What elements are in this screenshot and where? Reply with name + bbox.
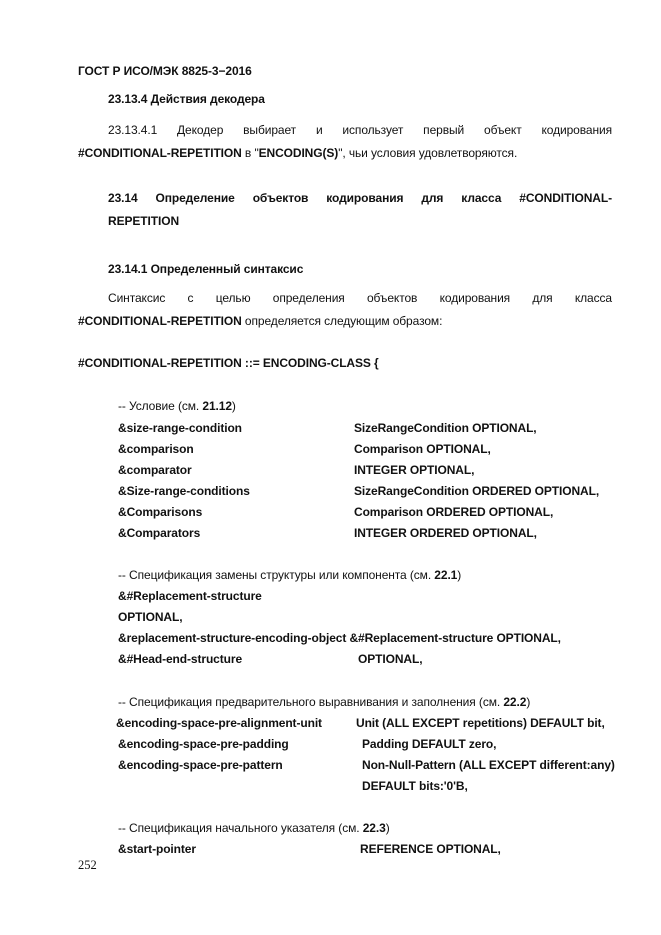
- clause-ref: 21.12: [202, 399, 232, 413]
- comment-ref-prefix: см.: [482, 695, 504, 709]
- text-segment: определяется следующим образом:: [241, 314, 443, 328]
- comment-close: ): [385, 821, 390, 835]
- word: класса: [574, 291, 612, 305]
- word: 23.13.4.1: [108, 123, 158, 137]
- field-name: &comparator: [118, 463, 192, 477]
- word: первый: [423, 123, 465, 137]
- field-line: &replacement-structure-encoding-object &#Replacement-structure OPTIONAL,: [118, 631, 561, 645]
- comment-text: -- Условие (: [118, 399, 182, 413]
- comment-text: -- Спецификация замены структуры или компонента (: [118, 568, 414, 582]
- document-header: ГОСТ Р ИСО/МЭК 8825-3−2016: [78, 64, 252, 78]
- field-type: Non-Null-Pattern (ALL EXCEPT different:any): [362, 758, 615, 772]
- field-type: OPTIONAL,: [358, 652, 423, 666]
- text-segment: в ": [241, 146, 259, 160]
- comment-close: ): [231, 399, 236, 413]
- comment-close: ): [526, 695, 531, 709]
- code-class-header: #CONDITIONAL-REPETITION ::= ENCODING-CLASS {: [78, 356, 379, 370]
- paragraph-23-14-1-line1: [108, 291, 612, 305]
- comment-close: ): [457, 568, 462, 582]
- field-name: &#Replacement-structure: [118, 589, 262, 603]
- comment-ref-prefix: см.: [413, 568, 435, 582]
- word: объект: [484, 123, 522, 137]
- field-type-continuation: DEFAULT bits:'0'B,: [362, 779, 468, 793]
- section-23-14-1-title: 23.14.1 Определенный синтаксис: [108, 262, 304, 276]
- field-type: INTEGER OPTIONAL,: [354, 463, 475, 477]
- field-type: Comparison ORDERED OPTIONAL,: [354, 505, 554, 519]
- field-name: &comparison: [118, 442, 194, 456]
- word: определения: [272, 291, 345, 305]
- word: Определение: [155, 191, 235, 205]
- comment-ref-prefix: см.: [181, 399, 203, 413]
- comment-condition: [118, 399, 236, 413]
- field-name: &#Head-end-structure: [118, 652, 243, 666]
- word: #CONDITIONAL-: [519, 191, 612, 205]
- field-type: INTEGER ORDERED OPTIONAL,: [354, 526, 537, 540]
- field-type: OPTIONAL,: [118, 610, 183, 624]
- word: объектов: [252, 191, 309, 205]
- comment-text: -- Спецификация предварительного выравнивания и заполнения (: [118, 695, 483, 709]
- comment-text: -- Спецификация начального указателя (: [118, 821, 343, 835]
- field-name: &encoding-space-pre-padding: [118, 737, 289, 751]
- section-23-14-title-line2: REPETITION: [108, 214, 180, 228]
- field-type: REFERENCE OPTIONAL,: [360, 842, 501, 856]
- word: целью: [215, 291, 251, 305]
- comment-pre-alignment: [118, 695, 530, 709]
- word: кодирования: [439, 291, 511, 305]
- comment-replacement: [118, 568, 461, 582]
- field-type: SizeRangeCondition OPTIONAL,: [354, 421, 537, 435]
- word: Декодер: [177, 123, 224, 137]
- word: для: [532, 291, 553, 305]
- clause-ref: 22.2: [503, 695, 527, 709]
- word: и: [315, 123, 323, 137]
- word: кодирования: [541, 123, 612, 137]
- section-23-14-title-line1: [108, 191, 612, 205]
- clause-ref: 22.1: [434, 568, 458, 582]
- word: объектов: [366, 291, 418, 305]
- word: класса: [461, 191, 502, 205]
- clause-ref: 22.3: [362, 821, 386, 835]
- field-type: SizeRangeCondition ORDERED OPTIONAL,: [354, 484, 600, 498]
- encodings-ref: ENCODING(S): [258, 146, 339, 160]
- field-type: Unit (ALL EXCEPT repetitions) DEFAULT bit,: [356, 716, 605, 730]
- class-name-ref: #CONDITIONAL-REPETITION: [78, 314, 242, 328]
- word: использует: [342, 123, 404, 137]
- paragraph-23-13-4-1-line1: [108, 123, 612, 137]
- class-name-ref: #CONDITIONAL-REPETITION: [78, 146, 242, 160]
- word: с: [187, 291, 194, 305]
- field-name: &size-range-condition: [118, 421, 242, 435]
- paragraph-23-13-4-1-line2: [78, 146, 517, 160]
- word: Синтаксис: [108, 291, 166, 305]
- field-name: &encoding-space-pre-alignment-unit: [116, 716, 322, 730]
- word: 23.14: [108, 191, 138, 205]
- comment-start-pointer: [118, 821, 390, 835]
- field-name: &Comparators: [118, 526, 201, 540]
- word: для: [421, 191, 444, 205]
- page-number: 252: [78, 858, 97, 872]
- field-name: &start-pointer: [118, 842, 196, 856]
- section-23-13-4-title: 23.13.4 Действия декодера: [108, 92, 265, 106]
- text-segment: ", чьи условия удовлетворяются.: [338, 146, 518, 160]
- field-name: &Comparisons: [118, 505, 203, 519]
- field-type: Comparison OPTIONAL,: [354, 442, 491, 456]
- paragraph-23-14-1-line2: [78, 314, 442, 328]
- field-name: &Size-range-conditions: [118, 484, 250, 498]
- word: кодирования: [326, 191, 404, 205]
- field-type: Padding DEFAULT zero,: [362, 737, 497, 751]
- field-name: &encoding-space-pre-pattern: [118, 758, 283, 772]
- comment-ref-prefix: см.: [342, 821, 363, 835]
- word: выбирает: [243, 123, 297, 137]
